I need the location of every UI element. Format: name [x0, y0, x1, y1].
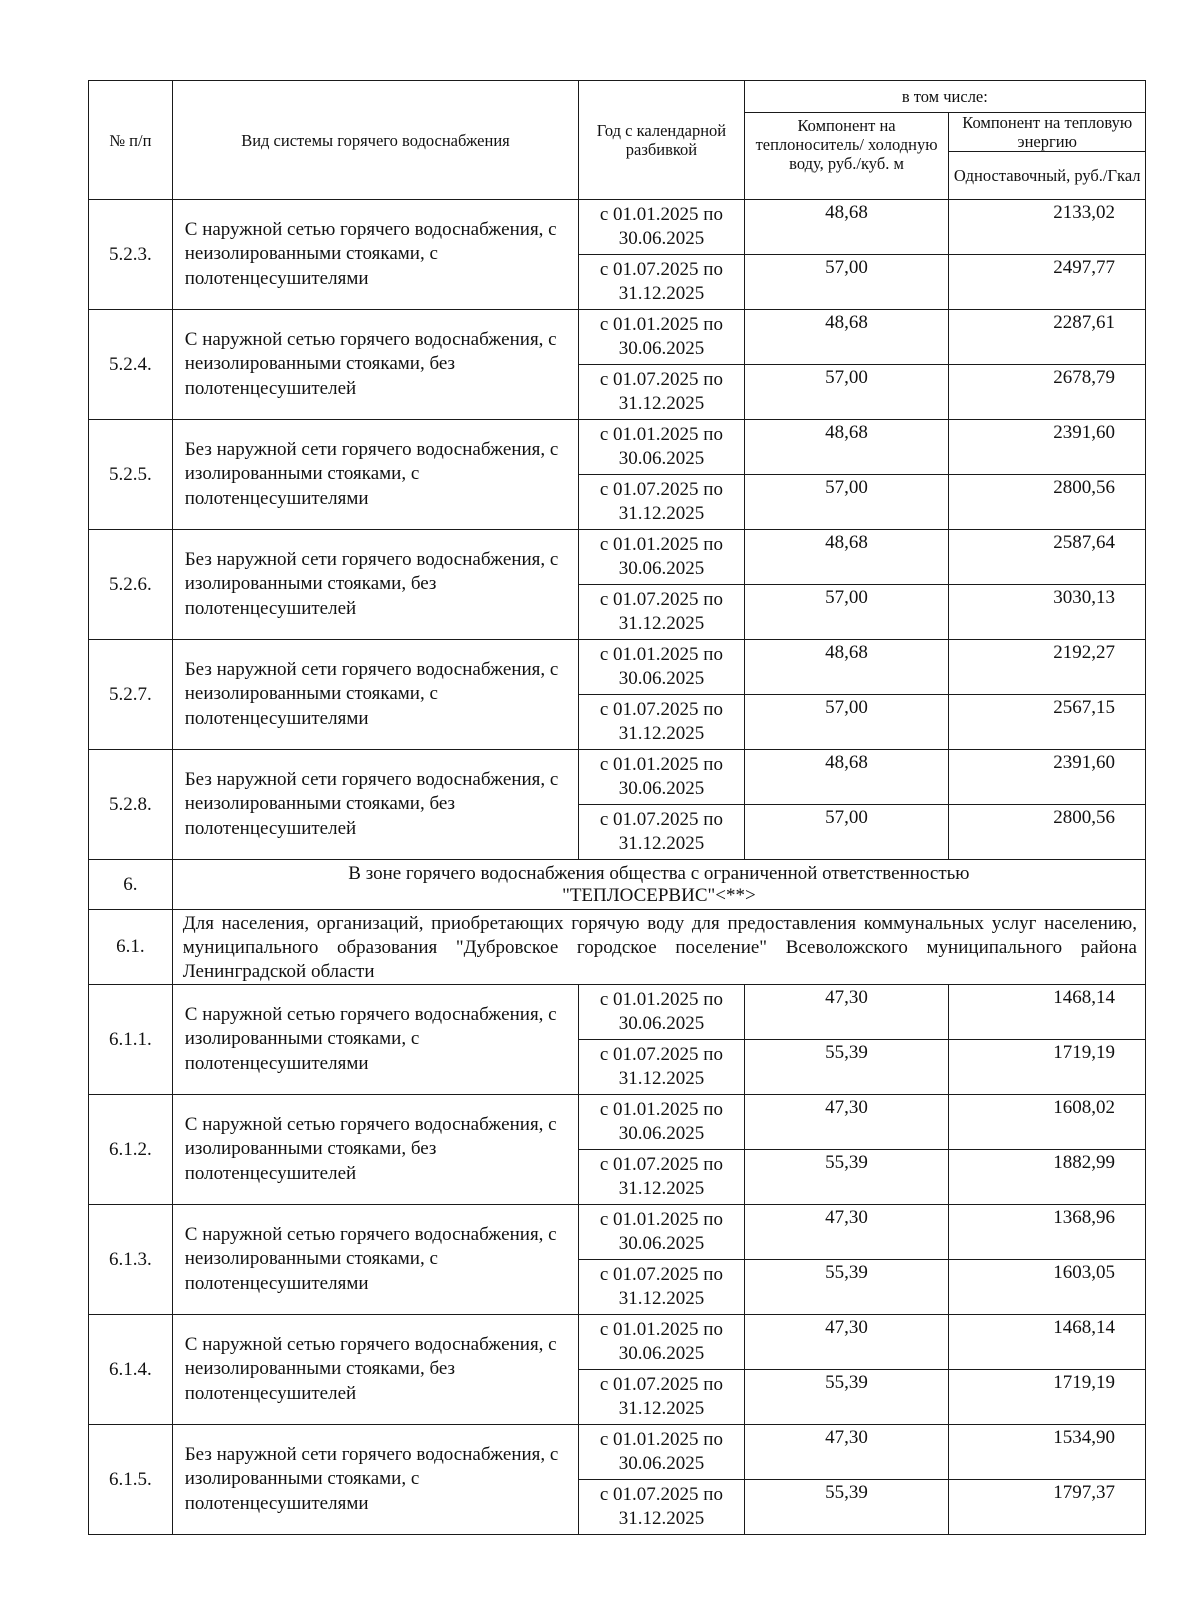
- table-row: [89, 200, 1146, 255]
- header-num: № п/п: [89, 81, 173, 200]
- row-period-h2: с 01.07.2025 по 31.12.2025: [579, 1370, 744, 1425]
- energy-value-h1: 2133,02: [949, 200, 1146, 255]
- row-description: С наружной сетью горячего водоснабжения, с неизолированными стояками, без полотенцесушителей: [172, 1315, 578, 1425]
- water-value-h1: 48,68: [744, 530, 949, 585]
- table-row: [89, 310, 1146, 365]
- row-period-h2: с 01.07.2025 по 31.12.2025: [579, 585, 744, 640]
- energy-value-h2: 1882,99: [949, 1150, 1146, 1205]
- energy-value-h1: 2391,60: [949, 750, 1146, 805]
- row-description: С наружной сетью горячего водоснабжения, с изолированными стояками, с полотенцесушителями: [172, 985, 578, 1095]
- row-number: 5.2.7.: [89, 640, 173, 750]
- table-row: [89, 530, 1146, 585]
- table-row: [89, 985, 1146, 1040]
- water-value-h1: 48,68: [744, 640, 949, 695]
- row-description: Без наружной сети горячего водоснабжения, с изолированными стояками, с полотенцесушителями: [172, 1425, 578, 1535]
- row-number: 5.2.6.: [89, 530, 173, 640]
- energy-value-h2: 2497,77: [949, 255, 1146, 310]
- row-period-h1: с 01.01.2025 по 30.06.2025: [579, 750, 744, 805]
- row-description: Без наружной сети горячего водоснабжения, с изолированными стояками, с полотенцесушителями: [172, 420, 578, 530]
- energy-value-h1: 1368,96: [949, 1205, 1146, 1260]
- row-number: 5.2.8.: [89, 750, 173, 860]
- header-type: Вид системы горячего водоснабжения: [172, 81, 578, 200]
- row-description: С наружной сетью горячего водоснабжения, с неизолированными стояками, без полотенцесушителей: [172, 310, 578, 420]
- water-value-h2: 55,39: [744, 1260, 949, 1315]
- energy-value-h2: 2678,79: [949, 365, 1146, 420]
- row-period-h2: с 01.07.2025 по 31.12.2025: [579, 805, 744, 860]
- header-year: Год с календарной разбивкой: [579, 81, 744, 200]
- table-row: [89, 1205, 1146, 1260]
- energy-value-h1: 2287,61: [949, 310, 1146, 365]
- water-value-h1: 47,30: [744, 1315, 949, 1370]
- row-description: С наружной сетью горячего водоснабжения, с изолированными стояками, без полотенцесушителей: [172, 1095, 578, 1205]
- section-title-line2: "ТЕПЛОСЕРВИС"<**>: [562, 884, 756, 906]
- energy-value-h1: 1468,14: [949, 1315, 1146, 1370]
- energy-value-h2: 1719,19: [949, 1040, 1146, 1095]
- water-value-h1: 48,68: [744, 310, 949, 365]
- energy-value-h1: 2192,27: [949, 640, 1146, 695]
- row-period-h1: с 01.01.2025 по 30.06.2025: [579, 1315, 744, 1370]
- row-period-h2: с 01.07.2025 по 31.12.2025: [579, 695, 744, 750]
- section-6: [89, 860, 1146, 985]
- row-number: 6.1.1.: [89, 985, 173, 1095]
- energy-value-h1: 1608,02: [949, 1095, 1146, 1150]
- water-value-h2: 55,39: [744, 1040, 949, 1095]
- table-header: [89, 81, 1146, 200]
- tariff-table: [88, 80, 1146, 1535]
- row-period-h1: с 01.01.2025 по 30.06.2025: [579, 1205, 744, 1260]
- row-period-h2: с 01.07.2025 по 31.12.2025: [579, 475, 744, 530]
- section-number: 6.: [89, 860, 173, 910]
- energy-value-h1: 1468,14: [949, 985, 1146, 1040]
- row-description: С наружной сетью горячего водоснабжения, с неизолированными стояками, с полотенцесушителями: [172, 1205, 578, 1315]
- header-water: Компонент на теплоноситель/ холодную воду, руб./куб. м: [744, 113, 949, 200]
- header-energy: Компонент на тепловую энергию: [949, 113, 1146, 152]
- table-row: [89, 1315, 1146, 1370]
- row-number: 5.2.3.: [89, 200, 173, 310]
- row-period-h2: с 01.07.2025 по 31.12.2025: [579, 1260, 744, 1315]
- water-value-h1: 47,30: [744, 985, 949, 1040]
- water-value-h1: 47,30: [744, 1205, 949, 1260]
- row-period-h1: с 01.01.2025 по 30.06.2025: [579, 310, 744, 365]
- row-description: Без наружной сети горячего водоснабжения, с неизолированными стояками, с полотенцесушителями: [172, 640, 578, 750]
- header-energy-sub: Одноставочный, руб./Гкал: [949, 152, 1146, 200]
- water-value-h2: 55,39: [744, 1150, 949, 1205]
- water-value-h2: 57,00: [744, 695, 949, 750]
- table-row: [89, 420, 1146, 475]
- row-description: Без наружной сети горячего водоснабжения, с неизолированными стояками, без полотенцесушителей: [172, 750, 578, 860]
- energy-value-h1: 2587,64: [949, 530, 1146, 585]
- energy-value-h2: 3030,13: [949, 585, 1146, 640]
- water-value-h2: 55,39: [744, 1480, 949, 1535]
- energy-value-h2: 2800,56: [949, 475, 1146, 530]
- row-period-h2: с 01.07.2025 по 31.12.2025: [579, 255, 744, 310]
- row-period-h1: с 01.01.2025 по 30.06.2025: [579, 420, 744, 475]
- water-value-h1: 47,30: [744, 1425, 949, 1480]
- water-value-h2: 57,00: [744, 255, 949, 310]
- water-value-h1: 48,68: [744, 750, 949, 805]
- energy-value-h2: 2800,56: [949, 805, 1146, 860]
- energy-value-h2: 1797,37: [949, 1480, 1146, 1535]
- row-number: 6.1.3.: [89, 1205, 173, 1315]
- row-description: С наружной сетью горячего водоснабжения, с неизолированными стояками, с полотенцесушителями: [172, 200, 578, 310]
- energy-value-h1: 2391,60: [949, 420, 1146, 475]
- section-title: [172, 860, 1145, 910]
- water-value-h1: 47,30: [744, 1095, 949, 1150]
- water-value-h2: 57,00: [744, 585, 949, 640]
- row-period-h2: с 01.07.2025 по 31.12.2025: [579, 1150, 744, 1205]
- water-value-h1: 48,68: [744, 420, 949, 475]
- row-period-h1: с 01.01.2025 по 30.06.2025: [579, 1425, 744, 1480]
- table-row: [89, 640, 1146, 695]
- bottom-groups: [89, 985, 1146, 1535]
- energy-value-h2: 1603,05: [949, 1260, 1146, 1315]
- table-row: [89, 1095, 1146, 1150]
- row-period-h2: с 01.07.2025 по 31.12.2025: [579, 1480, 744, 1535]
- subsection-text: Для населения, организаций, приобретающих горячую воду для предоставления коммунальных услуг населению, муниципального образования "Дубровское городское поселение" Всеволожского муниципального района Ленинградской области: [172, 910, 1145, 985]
- row-period-h1: с 01.01.2025 по 30.06.2025: [579, 530, 744, 585]
- row-number: 6.1.4.: [89, 1315, 173, 1425]
- row-period-h2: с 01.07.2025 по 31.12.2025: [579, 1040, 744, 1095]
- row-period-h2: с 01.07.2025 по 31.12.2025: [579, 365, 744, 420]
- energy-value-h1: 1534,90: [949, 1425, 1146, 1480]
- subsection-number: 6.1.: [89, 910, 173, 985]
- table-row: [89, 1425, 1146, 1480]
- table-row: [89, 750, 1146, 805]
- water-value-h2: 55,39: [744, 1370, 949, 1425]
- row-number: 6.1.5.: [89, 1425, 173, 1535]
- water-value-h2: 57,00: [744, 475, 949, 530]
- row-number: 5.2.4.: [89, 310, 173, 420]
- row-number: 5.2.5.: [89, 420, 173, 530]
- energy-value-h2: 1719,19: [949, 1370, 1146, 1425]
- energy-value-h2: 2567,15: [949, 695, 1146, 750]
- row-description: Без наружной сети горячего водоснабжения, с изолированными стояками, без полотенцесушителей: [172, 530, 578, 640]
- row-period-h1: с 01.01.2025 по 30.06.2025: [579, 985, 744, 1040]
- water-value-h2: 57,00: [744, 365, 949, 420]
- section-title-line1: В зоне горячего водоснабжения общества с ограниченной ответственностью: [348, 862, 970, 884]
- row-number: 6.1.2.: [89, 1095, 173, 1205]
- top-groups: [89, 200, 1146, 860]
- header-including: в том числе:: [744, 81, 1145, 113]
- water-value-h2: 57,00: [744, 805, 949, 860]
- row-period-h1: с 01.01.2025 по 30.06.2025: [579, 1095, 744, 1150]
- water-value-h1: 48,68: [744, 200, 949, 255]
- row-period-h1: с 01.01.2025 по 30.06.2025: [579, 200, 744, 255]
- row-period-h1: с 01.01.2025 по 30.06.2025: [579, 640, 744, 695]
